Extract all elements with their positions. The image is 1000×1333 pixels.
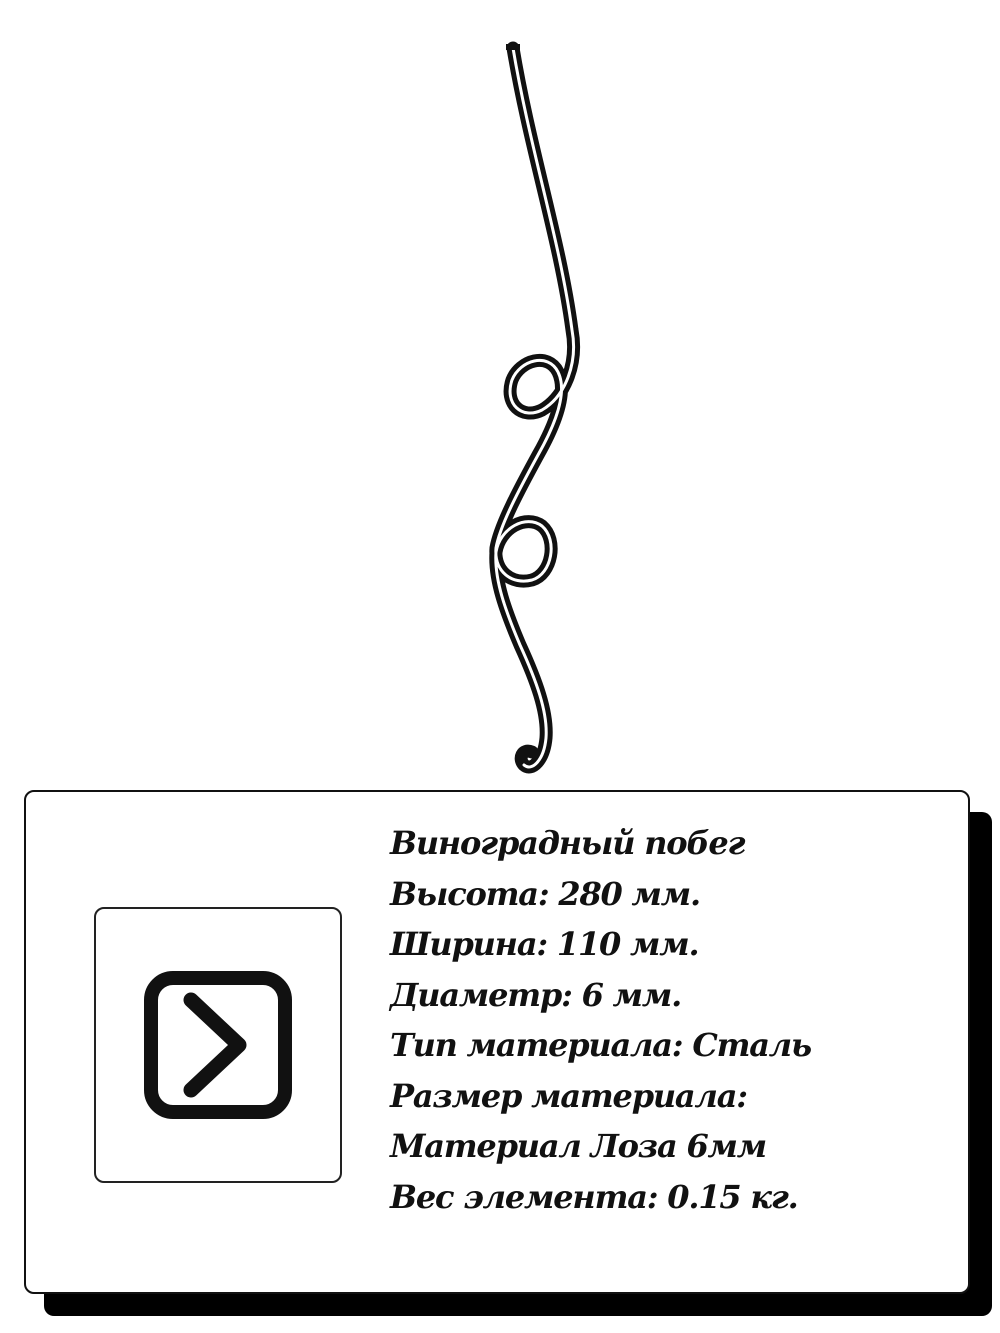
- spec-material-type: Тип материала: Сталь: [390, 1026, 811, 1064]
- vine-shoot-image: [460, 40, 590, 780]
- product-title: Виноградный побег: [390, 824, 745, 862]
- spec-material-size: Размер материала:: [390, 1076, 747, 1115]
- spec-weight: Вес элемента: 0.15 кг.: [390, 1177, 798, 1216]
- chevron-right-square-icon: [143, 970, 293, 1120]
- spec-material: Материал Лоза 6мм: [390, 1127, 766, 1165]
- spec-width: Ширина: 110 мм.: [390, 925, 699, 963]
- product-info-card: [24, 790, 970, 1294]
- next-button[interactable]: [94, 907, 342, 1183]
- spec-diameter: Диаметр: 6 мм.: [390, 975, 682, 1014]
- spec-list: [390, 818, 811, 1222]
- spec-height: Высота: 280 мм.: [390, 874, 700, 913]
